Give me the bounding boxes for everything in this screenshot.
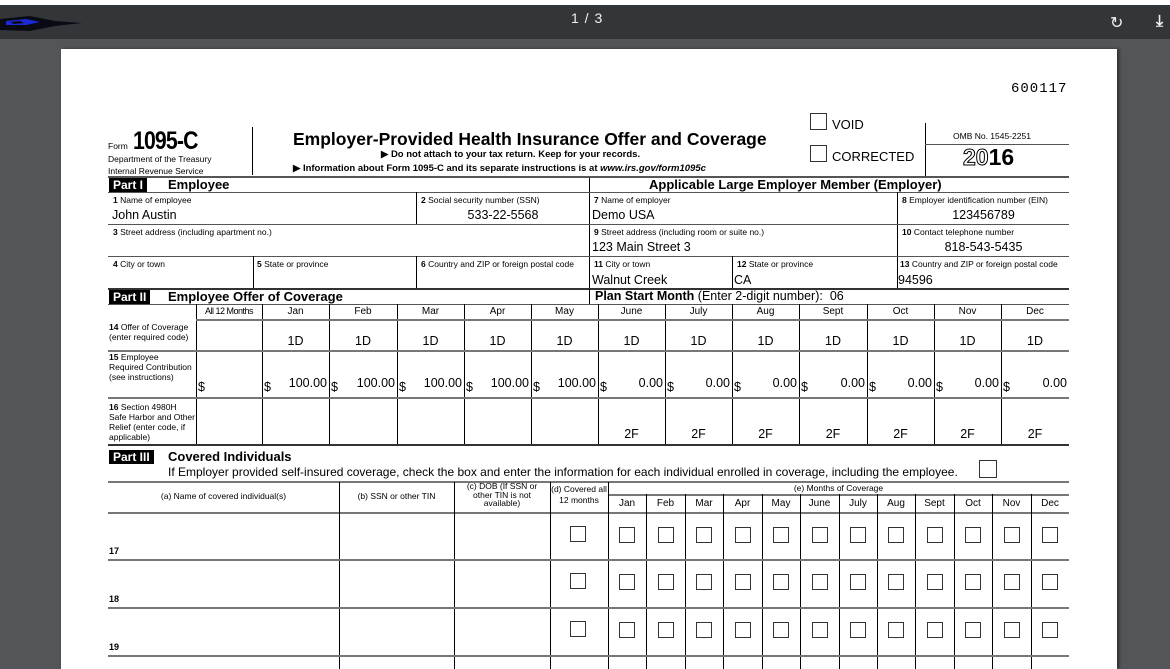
plan-start-label: Plan Start Month [595, 289, 695, 303]
part-3-tag: Part III [109, 450, 154, 464]
pdf-viewer[interactable] [0, 39, 1170, 652]
divider [685, 494, 686, 669]
part-3-title: Covered Individuals [168, 449, 292, 464]
covered-month-checkbox[interactable] [773, 574, 789, 590]
form-number: 1095-C [133, 127, 198, 155]
covered-month-checkbox[interactable] [696, 622, 712, 638]
covered-month-checkbox[interactable] [619, 574, 635, 590]
currency-symbol: $ [331, 380, 338, 394]
divider [732, 304, 733, 444]
employer-zip-field[interactable]: 94596 [898, 273, 933, 287]
contribution-cell[interactable]: 0.00 [772, 376, 797, 390]
offer-code-cell[interactable]: 1D [757, 334, 774, 348]
divider [608, 482, 609, 669]
col-month-header: June [620, 306, 643, 317]
covered-month-checkbox[interactable] [927, 622, 943, 638]
corrected-label: CORRECTED [832, 149, 915, 164]
coverage-month-header: Jan [618, 498, 636, 509]
divider [108, 444, 1069, 446]
divider [397, 304, 398, 444]
covered-month-checkbox[interactable] [658, 622, 674, 638]
offer-code-cell[interactable]: 1D [422, 334, 439, 348]
plan-start-value[interactable]: 06 [829, 289, 844, 303]
covered-all-12-checkbox[interactable] [570, 573, 586, 589]
col-month-header: Sept [822, 306, 844, 317]
divider [454, 482, 455, 669]
divider [196, 304, 197, 444]
divider [800, 494, 801, 669]
form-title: Employer-Provided Health Insurance Offer and Coverage [293, 129, 767, 149]
field-13-label: 13 Country and ZIP or foreign postal code [900, 259, 1058, 269]
covered-row-number: 19 [109, 642, 120, 652]
col-e-header: (e) Months of Coverage [793, 483, 884, 493]
covered-row-number: 18 [109, 594, 120, 604]
tax-year [963, 144, 1014, 171]
covered-month-checkbox[interactable] [1042, 527, 1058, 543]
col-month-header: Nov [958, 306, 977, 317]
covered-month-checkbox[interactable] [888, 527, 904, 543]
divider [799, 304, 800, 444]
covered-month-checkbox[interactable] [927, 527, 943, 543]
contribution-cell[interactable]: 100.00 [490, 376, 529, 390]
dept-line-2: Internal Revenue Service [108, 166, 204, 176]
currency-symbol: $ [264, 380, 271, 394]
tax-year-outline: 20 [963, 144, 989, 170]
divider [108, 655, 1069, 657]
offer-code-cell[interactable]: 1D [690, 334, 707, 348]
col-d-header: (d) Covered all 12 months [551, 484, 607, 505]
app-logo-icon [0, 13, 82, 33]
field-4-label: 4 City or town [113, 259, 165, 269]
divider [108, 397, 1069, 399]
divider [253, 256, 254, 289]
col-month-header: July [689, 306, 708, 317]
covered-month-checkbox[interactable] [1004, 574, 1020, 590]
contribution-cell[interactable]: 100.00 [423, 376, 462, 390]
covered-month-checkbox[interactable] [888, 622, 904, 638]
divider [108, 350, 1069, 352]
currency-symbol: $ [198, 380, 205, 394]
col-a-header: (a) Name of covered individual(s) [160, 491, 287, 501]
offer-code-cell[interactable]: 1D [287, 334, 304, 348]
field-3-label: 3 Street address (including apartment no.) [113, 227, 272, 237]
page-indicator: 1 / 3 [571, 10, 604, 26]
currency-symbol: $ [399, 380, 406, 394]
col-c-header: (c) DOB (If SSN or other TIN is not available) [466, 481, 538, 508]
plan-start-hint: (Enter 2-digit number): [697, 289, 823, 303]
subtitle-2-text: ▶ Information about Form 1095-C and its separate instructions is at [293, 163, 601, 174]
form-subtitle-2 [293, 163, 706, 174]
employer-ein-field[interactable]: 123456789 [952, 208, 1015, 222]
divider [339, 482, 340, 669]
col-month-header: Apr [489, 306, 506, 317]
divider [867, 304, 868, 444]
divider [252, 127, 253, 175]
divider [262, 304, 263, 444]
field-8-label: 8 Employer identification number (EIN) [902, 195, 1048, 205]
col-b-header: (b) SSN or other TIN [357, 491, 436, 501]
offer-code-cell[interactable]: 1D [355, 334, 371, 348]
employer-state-field[interactable]: CA [734, 273, 752, 287]
covered-all-12-checkbox[interactable] [570, 526, 586, 542]
irs-url: www.irs.gov/form1095c [600, 163, 706, 174]
divider [108, 224, 1069, 225]
coverage-month-header: June [808, 498, 831, 509]
currency-symbol: $ [466, 380, 473, 394]
col-month-header: Dec [1026, 306, 1044, 317]
divider [915, 494, 916, 669]
coverage-month-header: Oct [965, 498, 981, 509]
covered-month-checkbox[interactable] [735, 574, 751, 590]
divider [762, 494, 763, 669]
contribution-cell[interactable]: 0.00 [1042, 376, 1067, 390]
divider [108, 304, 1069, 305]
divider [925, 123, 926, 176]
divider [589, 289, 590, 305]
col-month-header: Feb [354, 306, 372, 317]
download-icon[interactable]: ⤓ [1156, 13, 1164, 30]
safe-harbor-cell[interactable]: 2F [624, 427, 639, 441]
coverage-month-header: May [771, 498, 791, 509]
col-month-header: May [555, 306, 574, 317]
covered-month-checkbox[interactable] [888, 574, 904, 590]
currency-symbol: $ [936, 380, 943, 394]
covered-month-checkbox[interactable] [696, 527, 712, 543]
safe-harbor-cell[interactable]: 2F [825, 427, 841, 441]
covered-month-checkbox[interactable] [965, 622, 981, 638]
covered-month-checkbox[interactable] [850, 622, 866, 638]
col-month-header: Oct [892, 306, 909, 317]
divider [550, 482, 551, 669]
currency-symbol: $ [1003, 380, 1010, 394]
field-12-label: 12 State or province [737, 259, 814, 269]
tax-year-bold: 16 [988, 144, 1015, 170]
covered-month-checkbox[interactable] [619, 527, 635, 543]
currency-symbol: $ [600, 380, 607, 394]
currency-symbol: $ [734, 380, 741, 394]
pdf-toolbar [0, 5, 1170, 39]
coverage-month-header: July [849, 498, 867, 509]
covered-month-checkbox[interactable] [658, 574, 674, 590]
pdf-page [61, 49, 1117, 669]
divider [589, 178, 590, 289]
offer-code-cell[interactable]: 1D [1027, 334, 1043, 348]
plan-start-month [595, 289, 844, 303]
coverage-month-header: Feb [656, 498, 675, 509]
offer-code-cell[interactable]: 1D [623, 334, 640, 348]
part-2-tag: Part II [109, 290, 150, 304]
covered-all-12-checkbox[interactable] [570, 621, 586, 637]
currency-symbol: $ [801, 380, 808, 394]
coverage-month-header: Mar [695, 498, 713, 509]
divider [723, 494, 724, 669]
coverage-month-header: Dec [1041, 498, 1059, 509]
covered-month-checkbox[interactable] [812, 622, 828, 638]
contribution-cell[interactable]: 100.00 [356, 376, 395, 390]
employer-city-field[interactable]: Walnut Creek [592, 273, 668, 287]
covered-month-checkbox[interactable] [773, 527, 789, 543]
form-prefix: Form [108, 141, 128, 151]
self-insured-instruction: If Employer provided self-insured coverage, check the box and enter the information for each individual enrolled in coverage, including the employee. [168, 465, 958, 479]
line-16-label: 16 Section 4980H Safe Harbor and Other Relief (enter code, if applicable) [109, 402, 195, 442]
offer-code-cell[interactable]: 1D [489, 334, 506, 348]
divider [598, 304, 599, 444]
covered-month-checkbox[interactable] [812, 574, 828, 590]
divider [108, 192, 1069, 193]
covered-month-checkbox[interactable] [735, 527, 751, 543]
currency-symbol: $ [533, 380, 540, 394]
offer-code-cell[interactable]: 1D [892, 334, 909, 348]
divider [646, 494, 647, 669]
divider [992, 494, 993, 669]
employee-ssn-field[interactable]: 533-22-5568 [467, 208, 539, 222]
divider [108, 512, 1069, 514]
divider [665, 304, 666, 444]
covered-month-checkbox[interactable] [965, 527, 981, 543]
covered-month-checkbox[interactable] [619, 622, 635, 638]
col-month-header: Mar [421, 306, 440, 317]
currency-symbol: $ [869, 380, 876, 394]
covered-month-checkbox[interactable] [850, 574, 866, 590]
covered-month-checkbox[interactable] [658, 527, 674, 543]
divider [1031, 494, 1032, 669]
covered-month-checkbox[interactable] [735, 622, 751, 638]
covered-month-checkbox[interactable] [1042, 574, 1058, 590]
divider [839, 494, 840, 669]
line-15-label: 15 Employee Required Contribution (see instructions) [109, 352, 192, 382]
employer-name-field[interactable]: Demo USA [592, 208, 655, 222]
field-5-label: 5 State or province [257, 259, 329, 269]
currency-symbol: $ [667, 380, 674, 394]
safe-harbor-cell[interactable]: 2F [1027, 427, 1043, 441]
divider [732, 256, 733, 289]
field-6-label: 6 Country and ZIP or foreign postal code [421, 259, 574, 269]
col-month-header: Jan [287, 306, 304, 317]
divider [954, 494, 955, 669]
part-1-tag: Part I [109, 178, 147, 192]
employee-name-field[interactable]: John Austin [112, 208, 177, 222]
divider [196, 319, 1069, 321]
contribution-cell[interactable]: 100.00 [288, 376, 327, 390]
contribution-cell[interactable]: 0.00 [705, 376, 730, 390]
contribution-cell[interactable]: 100.00 [557, 376, 596, 390]
contribution-cell[interactable]: 0.00 [974, 376, 999, 390]
covered-month-checkbox[interactable] [1004, 622, 1020, 638]
employer-street-field[interactable]: 123 Main Street 3 [592, 240, 691, 254]
void-label: VOID [832, 117, 864, 132]
safe-harbor-cell[interactable]: 2F [893, 427, 908, 441]
offer-code-cell[interactable]: 1D [556, 334, 573, 348]
safe-harbor-cell[interactable]: 2F [758, 427, 773, 441]
divider [108, 559, 1069, 561]
covered-month-checkbox[interactable] [927, 574, 943, 590]
contribution-cell[interactable]: 0.00 [840, 376, 865, 390]
contribution-cell[interactable]: 0.00 [907, 376, 932, 390]
divider [1001, 304, 1002, 444]
covered-month-checkbox[interactable] [696, 574, 712, 590]
covered-row-number: 17 [109, 546, 120, 556]
covered-month-checkbox[interactable] [812, 527, 828, 543]
divider [416, 256, 417, 289]
omb-number: OMB No. 1545-2251 [953, 131, 1031, 141]
offer-code-cell[interactable]: 1D [959, 334, 976, 348]
coverage-month-header: Sept [924, 498, 945, 509]
covered-month-checkbox[interactable] [965, 574, 981, 590]
divider [329, 304, 330, 444]
dept-line-1: Department of the Treasury [108, 154, 212, 164]
covered-month-checkbox[interactable] [1004, 527, 1020, 543]
coverage-month-header: Aug [887, 498, 905, 509]
void-checkbox[interactable] [810, 113, 827, 130]
offer-code-cell[interactable]: 1D [825, 334, 841, 348]
employer-phone-field[interactable]: 818-543-5435 [944, 240, 1023, 254]
field-7-label: 7 Name of employer [594, 195, 671, 205]
covered-month-checkbox[interactable] [773, 622, 789, 638]
field-9-label: 9 Street address (including room or suite no.) [594, 227, 765, 237]
field-2-label: 2 Social security number (SSN) [421, 195, 540, 205]
part-2-title: Employee Offer of Coverage [168, 289, 343, 304]
safe-harbor-cell[interactable]: 2F [691, 427, 706, 441]
divider [934, 304, 935, 444]
coverage-month-header: Nov [1002, 498, 1021, 509]
self-insured-checkbox[interactable] [979, 460, 997, 478]
col-month-header: Aug [756, 306, 775, 317]
divider [108, 607, 1069, 609]
covered-month-checkbox[interactable] [1042, 622, 1058, 638]
field-11-label: 11 City or town [594, 259, 651, 269]
coverage-month-header: Apr [734, 498, 751, 509]
divider [877, 494, 878, 669]
field-10-label: 10 Contact telephone number [902, 227, 1015, 237]
field-1-label: 1 Name of employee [113, 195, 192, 205]
safe-harbor-cell[interactable]: 2F [960, 427, 975, 441]
contribution-cell[interactable]: 0.00 [638, 376, 663, 390]
divider [464, 304, 465, 444]
covered-month-checkbox[interactable] [850, 527, 866, 543]
form-subtitle-1: ▶ Do not attach to your tax return. Keep for your records. [381, 149, 641, 160]
document-code: 600117 [1011, 81, 1068, 97]
employer-section-title: Applicable Large Employer Member (Employer) [649, 177, 942, 192]
rotate-icon[interactable]: ↻ [1110, 15, 1124, 32]
line-14-label: 14 Offer of Coverage (enter required code) [109, 322, 189, 342]
divider [531, 304, 532, 444]
corrected-checkbox[interactable] [810, 145, 827, 162]
col-all-12-months: All 12 Months [204, 306, 254, 316]
part-1-title: Employee [168, 177, 230, 192]
